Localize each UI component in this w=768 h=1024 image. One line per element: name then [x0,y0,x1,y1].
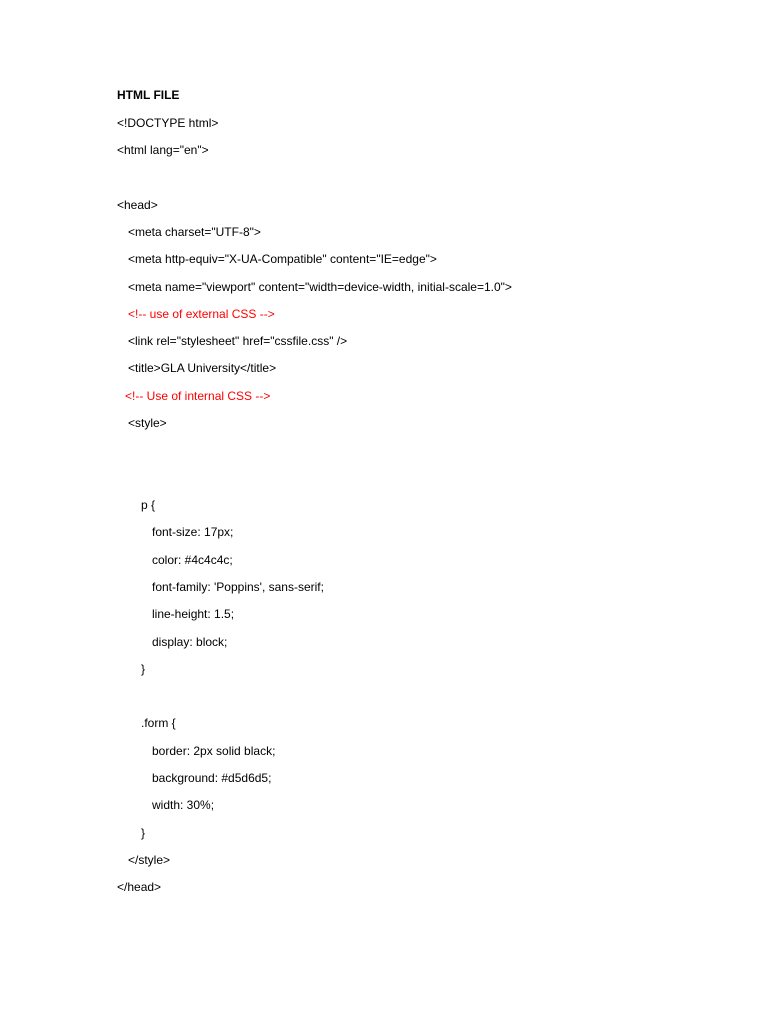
code-line-p-close: } [141,662,146,676]
code-line-head-close: </head> [117,880,162,894]
code-line-font-family: font-family: 'Poppins', sans-serif; [152,580,324,594]
code-comment-external-css: <!-- use of external CSS --> [128,307,275,321]
code-line-color: color: #4c4c4c; [152,553,233,567]
document-heading: HTML FILE [117,88,180,102]
code-line-form-selector: .form { [141,716,176,730]
code-line-font-size: font-size: 17px; [152,525,234,539]
code-line-display: display: block; [152,635,228,649]
code-line-border: border: 2px solid black; [152,744,276,758]
code-comment-internal-css: <!-- Use of internal CSS --> [125,389,271,403]
code-line-title: <title>GLA University</title> [128,361,277,375]
code-line-link-stylesheet: <link rel="stylesheet" href="cssfile.css" /> [128,334,348,348]
code-line-background: background: #d5d6d5; [152,771,272,785]
code-line-meta-charset: <meta charset="UTF-8"> [128,225,261,239]
code-line-style-close: </style> [128,853,171,867]
code-line-line-height: line-height: 1.5; [152,607,235,621]
code-line-form-close: } [141,826,146,840]
code-line-p-selector: p { [141,498,156,512]
code-line-doctype: <!DOCTYPE html> [117,116,219,130]
code-line-width: width: 30%; [152,798,215,812]
code-line-style-open: <style> [128,416,167,430]
code-line-meta-http-equiv: <meta http-equiv="X-UA-Compatible" content="IE=edge"> [128,252,437,266]
code-line-html-open: <html lang="en"> [117,143,209,157]
code-line-meta-viewport: <meta name="viewport" content="width=device-width, initial-scale=1.0"> [128,280,512,294]
code-line-head-open: <head> [117,198,158,212]
